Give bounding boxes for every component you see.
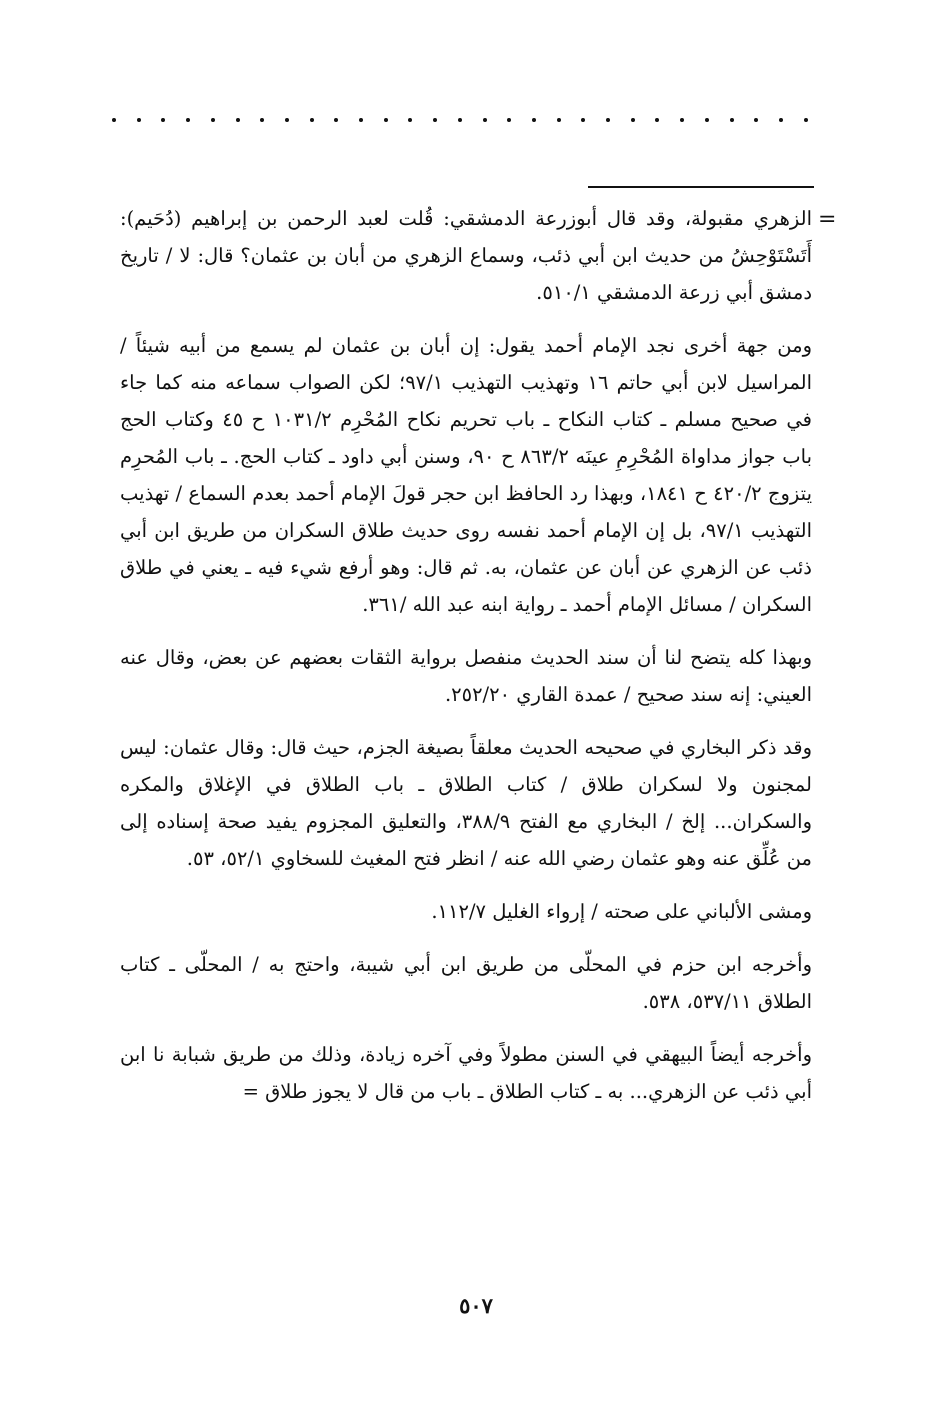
separator-dot [408, 118, 412, 122]
separator-dot [779, 118, 783, 122]
separator-dot [458, 118, 462, 122]
footnote-rule [588, 186, 814, 188]
separator-dot [186, 118, 190, 122]
separator-dot [631, 118, 635, 122]
paragraph: وأخرجه ابن حزم في المحلّى من طريق ابن أبي شيبة، واحتج به / المحلّى ـ كتاب الطلاق ٥٣٧/١١، ٥٣٨. [120, 953, 812, 1013]
separator-dot [260, 118, 264, 122]
separator-dot [705, 118, 709, 122]
separator-dot [507, 118, 511, 122]
separator-dot [730, 118, 734, 122]
dotted-separator [112, 118, 808, 122]
separator-dot [334, 118, 338, 122]
separator-dot [310, 118, 314, 122]
separator-dot [211, 118, 215, 122]
separator-dot [804, 118, 808, 122]
paragraph: وأخرجه أيضاً البيهقي في السنن مطولاً وفي آخره زيادة، وذلك من طريق شبابة نا ابن أبي ذئب عن الزهري... به ـ كتاب الطلاق ـ باب من قال لا يجوز طلاق = [120, 1043, 812, 1103]
separator-dot [161, 118, 165, 122]
separator-dot [680, 118, 684, 122]
paragraph: ومن جهة أخرى نجد الإمام أحمد يقول: إن أبان بن عثمان لم يسمع من أبيه شيئاً / المراسيل لابن أبي حاتم ١٦ وتهذيب التهذيب ٩٧/١؛ لكن الصواب سماعه منه كما جاء في صحيح مسلم ـ كتاب النكاح ـ باب تحريم نكاح المُحْرِم ١٠٣١/٢ ح ٤٥ وكتاب الحج باب جواز مداواة المُحْرِمِ عينَه ٨٦٣/٢ ح ٩٠، وسنن أبي داود ـ كتاب الحج. ـ باب المُحرِم يتزوج ٤٢٠/٢ ح ١٨٤١، وبهذا رد الحافظ ابن حجر قولَ الإمام أحمد بعدم السماع / تهذيب التهذيب ٩٧/١، بل إن الإمام أحمد نفسه روى حديث طلاق السكران من طريق ابن أبي ذئب عن الزهري عن أبان عن عثمان، به. ثم قال: وهو أرفع شيء فيه ـ يعني في طلاق السكران / مسائل الإمام أحمد ـ رواية ابنه عبد الله /٣٦١. [120, 334, 812, 616]
continuation-mark: = [818, 207, 837, 232]
paragraph: ومشى الألباني على صحته / إرواء الغليل ١١٢/٧. [431, 900, 812, 923]
separator-dot [137, 118, 141, 122]
separator-dot [112, 118, 116, 122]
separator-dot [384, 118, 388, 122]
separator-dot [606, 118, 610, 122]
separator-dot [557, 118, 561, 122]
separator-dot [359, 118, 363, 122]
page-number: ٥٠٧ [459, 1293, 493, 1318]
separator-dot [532, 118, 536, 122]
separator-dot [581, 118, 585, 122]
paragraph: وبهذا كله يتضح لنا أن سند الحديث منفصل برواية الثقات بعضهم عن بعض، وقال عنه العيني: إنه سند صحيح / عمدة القاري ٢٥٢/٢٠. [120, 646, 812, 706]
separator-dot [483, 118, 487, 122]
separator-dot [655, 118, 659, 122]
separator-dot [236, 118, 240, 122]
footnote-text [120, 200, 812, 1126]
paragraph: الزهري مقبولة، وقد قال أبوزرعة الدمشقي: قُلت لعبد الرحمن بن إبراهيم (دُحَيم): أَتَسْتَوْحِشُ من حديث ابن أبي ذئب، وسماع الزهري من أبان بن عثمان؟ قال: لا / تاريخ دمشق أبي زرعة الدمشقي ٥١٠/١. [120, 207, 812, 304]
separator-dot [433, 118, 437, 122]
separator-dot [285, 118, 289, 122]
paragraph: وقد ذكر البخاري في صحيحه الحديث معلقاً بصيغة الجزم، حيث قال: وقال عثمان: ليس لمجنون ولا لسكران طلاق / كتاب الطلاق ـ باب الطلاق في الإغلاق والمكره والسكران... إلخ / البخاري مع الفتح ٣٨٨/٩، والتعليق المجزوم يفيد صحة إسناده إلى من عُلِّق عنه وهو عثمان رضي الله عنه / انظر فتح المغيث للسخاوي ٥٢/١، ٥٣. [120, 736, 812, 870]
separator-dot [754, 118, 758, 122]
